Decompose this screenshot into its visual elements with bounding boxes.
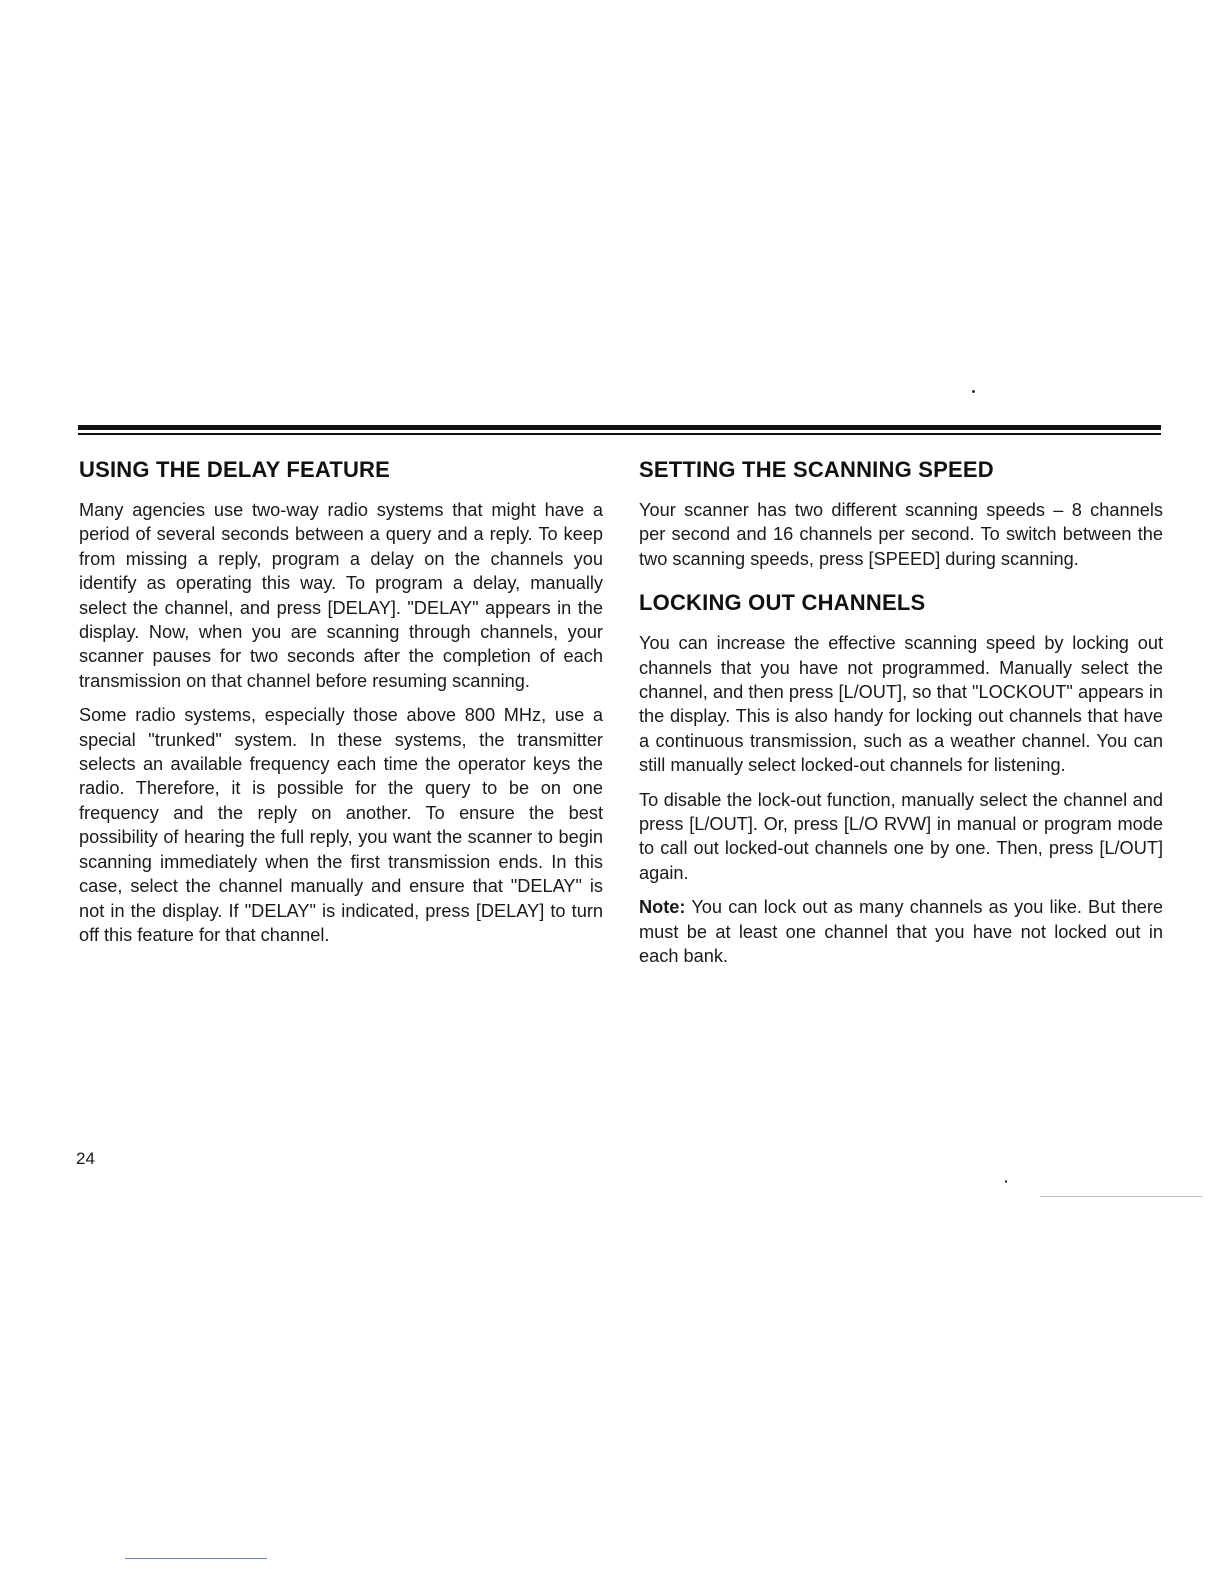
note-text: You can lock out as many channels as you like. But there must be at least one channel that you have not locked out in each bank. bbox=[639, 897, 1163, 967]
scan-speck bbox=[1005, 1180, 1007, 1183]
scan-speck bbox=[972, 390, 975, 393]
note-label: Note: bbox=[639, 897, 686, 918]
scan-artifact-line bbox=[1040, 1196, 1202, 1197]
left-column bbox=[79, 452, 603, 957]
header-rule-thin bbox=[78, 433, 1161, 435]
heading-scanning-speed: SETTING THE SCANNING SPEED bbox=[639, 457, 994, 482]
scan-artifact-line bbox=[125, 1558, 267, 1559]
heading-delay-feature: USING THE DELAY FEATURE bbox=[79, 457, 391, 482]
heading-locking-out: LOCKING OUT CHANNELS bbox=[639, 590, 926, 616]
scanning-speed-paragraph: Your scanner has two different scanning speeds – 8 channels per second and 16 channels per second. To switch between the two scanning speeds, press [SPEED] during scanning. bbox=[639, 500, 1163, 569]
locking-paragraph-2: To disable the lock-out function, manually select the channel and press [L/OUT]. Or, press [L/O RVW] in manual or program mode to call out locked-out channels one by one. Then, press [L/OUT] again. bbox=[639, 789, 1163, 883]
page-number: 24 bbox=[76, 1149, 95, 1168]
header-rule-thick bbox=[78, 425, 1161, 430]
locking-paragraph-1: You can increase the effective scanning speed by locking out channels that you have not programmed. Manually select the channel, and then press [L/OUT], so that "LOCKOUT" appears in the display. This is also handy for locking out channels that have a continuous transmission, such as a weather channel. You can still manually select locked-out channels for listening. bbox=[639, 633, 1163, 776]
note-paragraph bbox=[639, 895, 1163, 968]
delay-paragraph-2: Some radio systems, especially those above 800 MHz, use a special "trunked" system. In these systems, the transmitter selects an available frequency each time the operator keys the radio. Therefore, it is possible for the query to be on one frequency and the reply on another. To ensure the best possibility of hearing the full reply, you want the scanner to begin scanning immediately when the first transmission ends. In this case, select the channel manually and ensure that "DELAY" is not in the display. If "DELAY" is indicated, press [DELAY] to turn off this feature for that channel. bbox=[79, 705, 603, 945]
delay-paragraph-1: Many agencies use two-way radio systems that might have a period of several seconds between a query and a reply. To keep from missing a reply, program a delay on the channels you identify as operating this way. To program a delay, manually select the channel, and press [DELAY]. "DELAY" appears in the display. Now, when you are scanning through channels, your scanner pauses for two seconds after the completion of each transmission on that channel before resuming scanning. bbox=[79, 500, 603, 691]
right-column bbox=[639, 452, 1163, 979]
